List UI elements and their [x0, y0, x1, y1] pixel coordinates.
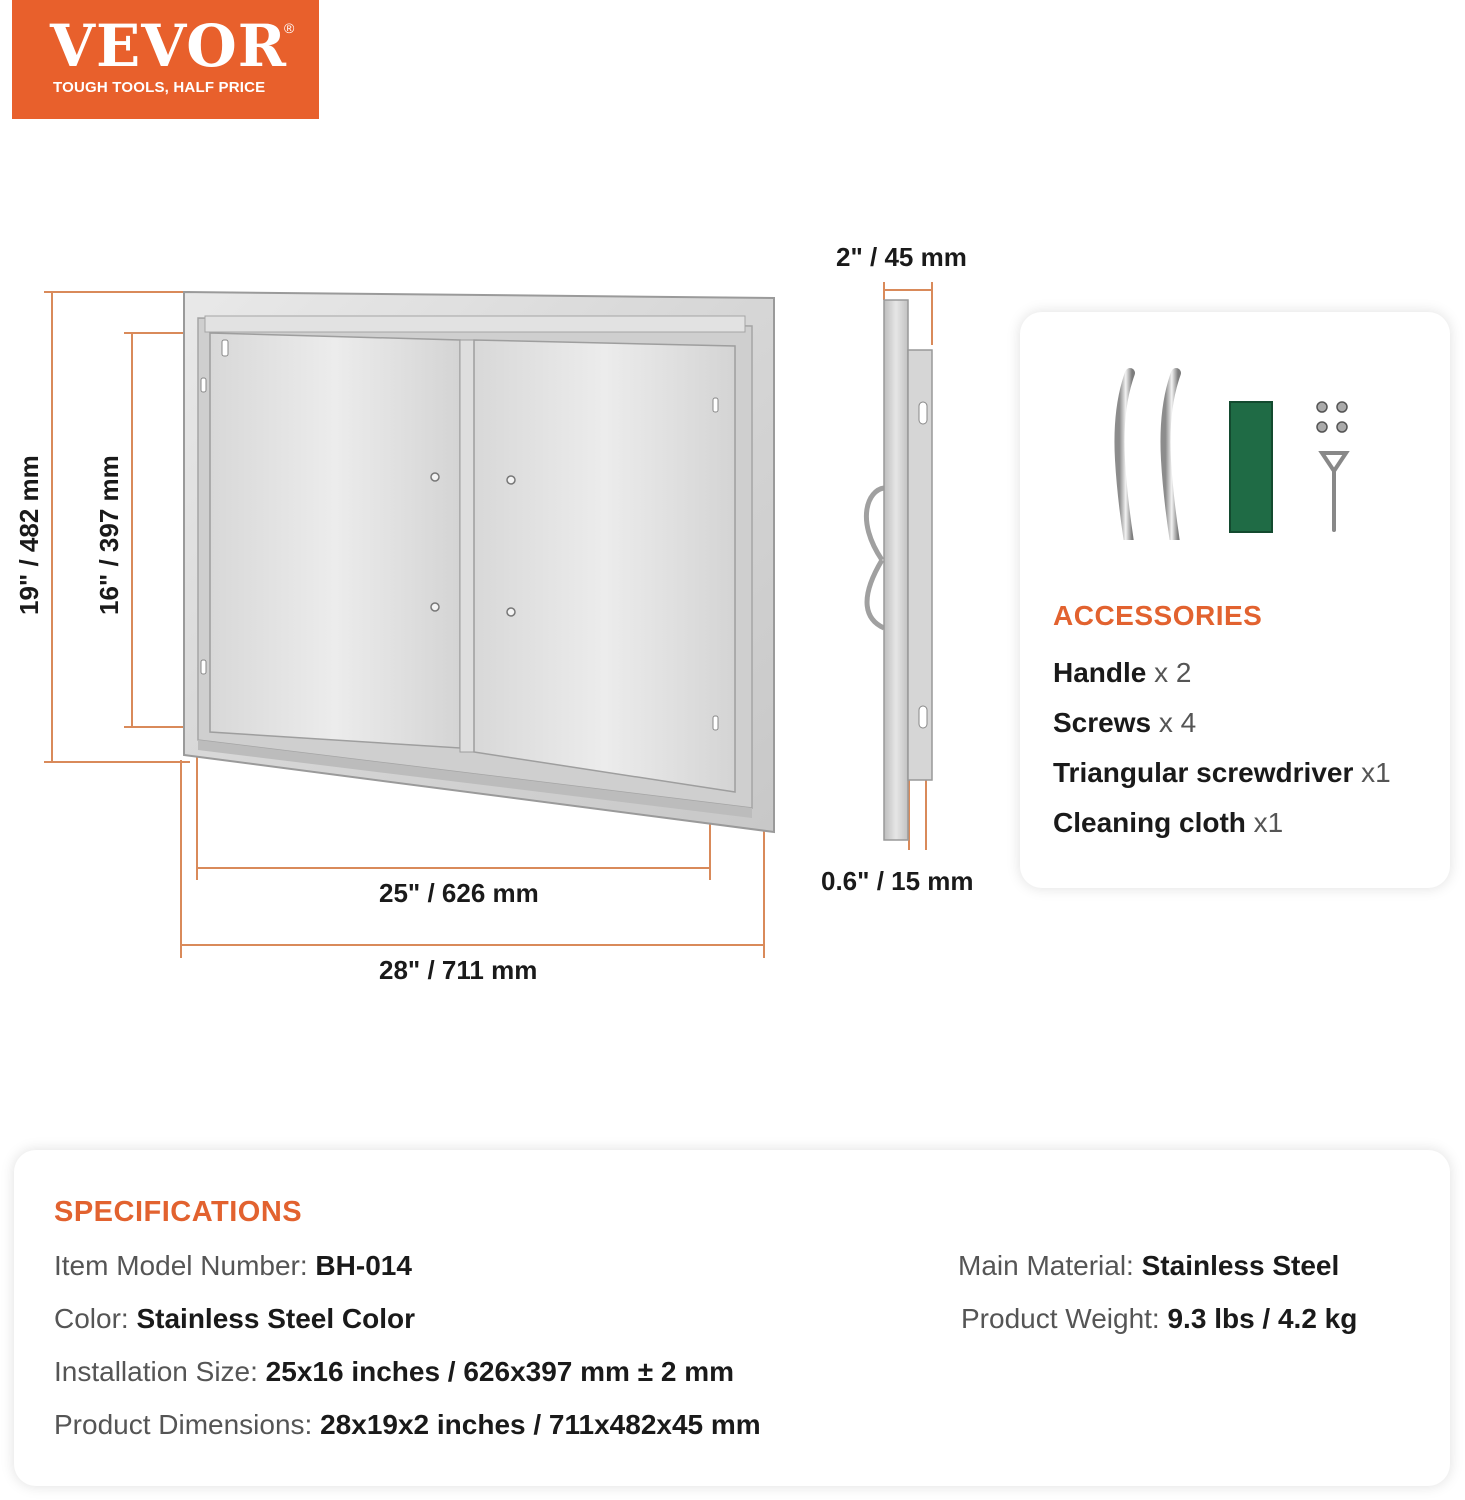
spec-model-number: Item Model Number: BH-014: [54, 1250, 412, 1281]
screws-icon: [1317, 402, 1347, 432]
handle-icon: [1119, 373, 1132, 540]
spec-product-dimensions: Product Dimensions: 28x19x2 inches / 711x482x45 mm: [54, 1409, 761, 1440]
accessories-image: [1100, 365, 1380, 540]
outer-height-label: 19" / 482 mm: [14, 455, 44, 615]
handle-icon: [1165, 373, 1178, 540]
inner-height-label: 16" / 397 mm: [94, 455, 124, 615]
logo-brand-name: VEVOR: [50, 12, 287, 80]
triangular-screwdriver-icon: [1322, 453, 1346, 530]
list-item: Triangular screwdriver x1: [1053, 757, 1391, 788]
logo-registered-mark: ®: [284, 20, 295, 36]
spec-main-material: Main Material: Stainless Steel: [958, 1250, 1340, 1281]
inner-width-label: 25" / 626 mm: [379, 878, 539, 908]
depth-label: 2" / 45 mm: [836, 242, 967, 272]
list-item: Screws x 4: [1053, 707, 1197, 738]
list-item: Cleaning cloth x1: [1053, 807, 1284, 838]
logo-tagline: TOUGH TOOLS, HALF PRICE: [53, 79, 266, 96]
spec-installation-size: Installation Size: 25x16 inches / 626x397 mm ± 2 mm: [54, 1356, 735, 1387]
right-door-panel: [474, 340, 735, 792]
left-door-panel: [210, 333, 460, 748]
accessories-list: [1053, 648, 1391, 848]
spec-product-weight: Product Weight: 9.3 lbs / 4.2 kg: [961, 1303, 1358, 1334]
cleaning-cloth-icon: [1230, 402, 1272, 532]
outer-width-label: 28" / 711 mm: [379, 955, 538, 985]
lip-label: 0.6" / 15 mm: [821, 866, 974, 896]
specifications-title: SPECIFICATIONS: [54, 1196, 303, 1228]
list-item: Handle x 2: [1053, 657, 1192, 688]
door-side-view: [866, 300, 932, 840]
spec-color: Color: Stainless Steel Color: [54, 1303, 416, 1334]
accessories-title: ACCESSORIES: [1053, 600, 1263, 631]
